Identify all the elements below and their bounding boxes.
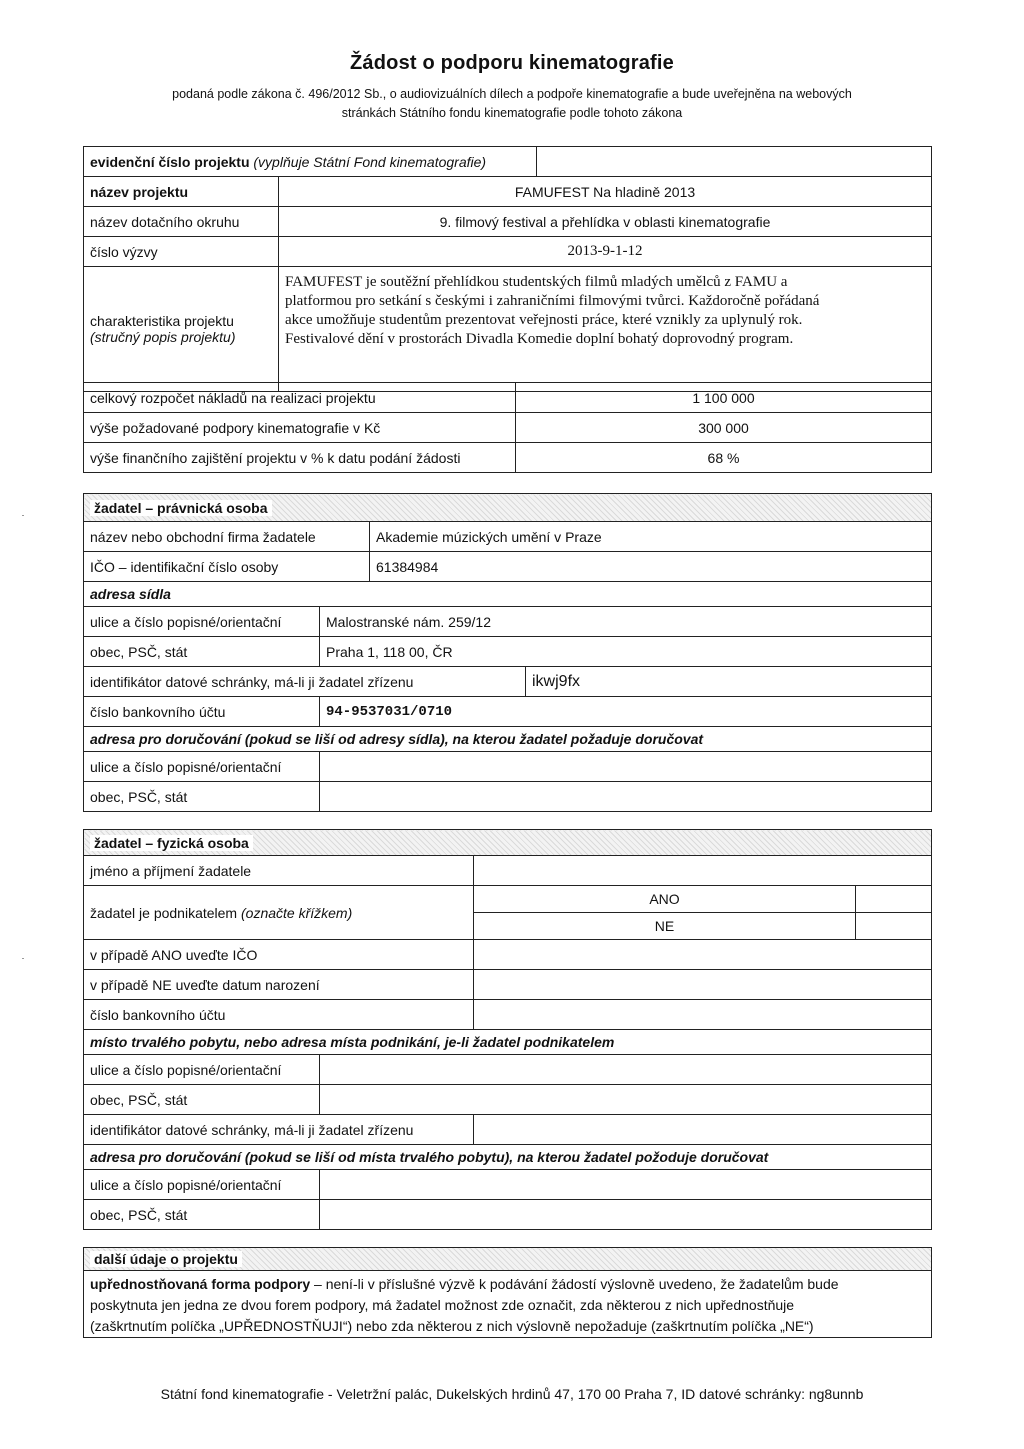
natural-person-table bbox=[83, 829, 932, 1230]
table-row bbox=[84, 697, 932, 727]
table-row bbox=[84, 637, 932, 667]
natural-delivery-street-value[interactable] bbox=[320, 1170, 932, 1200]
preferred-support-label: upřednostňovaná forma podpory bbox=[90, 1275, 311, 1292]
project-name-value[interactable]: FAMUFEST Na hladině 2013 bbox=[279, 177, 932, 207]
characteristics-line: platformou pro setkání s českými i zahraničními filmovými tvůrci. Každoročně pořádaná bbox=[285, 293, 820, 309]
table-row bbox=[84, 886, 932, 913]
table-row bbox=[84, 267, 932, 392]
entrepreneur-note: (označte křížkem) bbox=[241, 904, 353, 921]
table-row bbox=[84, 1000, 932, 1030]
table-row bbox=[84, 1170, 932, 1200]
call-value[interactable]: 2013-9-1-12 bbox=[279, 237, 932, 267]
table-row bbox=[84, 667, 932, 697]
table-row bbox=[84, 413, 932, 443]
characteristics-note: (stručný popis projektu) bbox=[90, 329, 236, 345]
other-section-title: další údaje o projektu bbox=[90, 1251, 242, 1267]
subtitle-line: podaná podle zákona č. 496/2012 Sb., o audiovizuálních dílech a podpoře kinematografie a bude uveřejněna na webových bbox=[172, 87, 852, 101]
evidence-value bbox=[537, 147, 932, 177]
natural-bank-value[interactable] bbox=[474, 1000, 932, 1030]
residence-header: místo trvalého pobytu, nebo adresa místa podnikání, je-li žadatel podnikatelem bbox=[84, 1030, 932, 1055]
residence-street-value[interactable] bbox=[320, 1055, 932, 1085]
legal-ico-label: IČO – identifikační číslo osoby bbox=[84, 552, 370, 582]
natural-databox-label: identifikátor datové schránky, má-li ji žadatel zřízenu bbox=[84, 1115, 474, 1145]
table-row bbox=[84, 856, 932, 886]
natural-ico-label: v případě ANO uveďte IČO bbox=[84, 940, 474, 970]
databox-label: identifikátor datové schránky, má-li ji žadatel zřízenu bbox=[84, 667, 526, 697]
legal-section-header bbox=[84, 494, 932, 522]
subtitle-line: stránkách Státního fondu kinematografie podle tohoto zákona bbox=[341, 106, 683, 120]
legal-person-table bbox=[83, 493, 932, 812]
seat-header: adresa sídla bbox=[84, 582, 932, 607]
table-row bbox=[84, 207, 932, 237]
entrepreneur-no-label: NE bbox=[474, 913, 856, 940]
scan-mark bbox=[22, 515, 24, 516]
coverage-label: výše finančního zajištění projektu v % k datu podání žádosti bbox=[84, 443, 516, 473]
natural-bank-label: číslo bankovního účtu bbox=[84, 1000, 474, 1030]
support-label: výše požadované podpory kinematografie v Kč bbox=[84, 413, 516, 443]
evidence-label: evidenční číslo projektu bbox=[90, 153, 250, 170]
entrepreneur-yes-label: ANO bbox=[474, 886, 856, 913]
coverage-value[interactable]: 68 % bbox=[516, 443, 932, 473]
seat-city-value[interactable]: Praha 1, 118 00, ČR bbox=[320, 637, 932, 667]
table-row bbox=[84, 782, 932, 812]
document-title: Žádost o podporu kinematografie bbox=[350, 52, 674, 74]
page-footer: Státní fond kinematografie - Veletržní palác, Dukelských hrdinů 47, 170 00 Praha 7, ID datové schránky: ng8unnb bbox=[160, 1386, 864, 1402]
characteristics-label-cell bbox=[84, 267, 279, 392]
table-row bbox=[84, 607, 932, 637]
legal-delivery-street-label: ulice a číslo popisné/orientační bbox=[84, 752, 320, 782]
table-row bbox=[84, 1030, 932, 1055]
circuit-label: název dotačního okruhu bbox=[84, 207, 279, 237]
table-row bbox=[84, 177, 932, 207]
natural-delivery-city-label: obec, PSČ, stát bbox=[84, 1200, 320, 1230]
natural-delivery-street-label: ulice a číslo popisné/orientační bbox=[84, 1170, 320, 1200]
legal-section-title: žadatel – právnická osoba bbox=[90, 500, 272, 516]
characteristics-line: akce umožňuje studentům prezentovat veřejnosti práce, které vznikly za uplynulý rok. bbox=[285, 312, 803, 328]
seat-street-value[interactable]: Malostranské nám. 259/12 bbox=[320, 607, 932, 637]
table-row bbox=[84, 1248, 932, 1271]
bank-value[interactable]: 94-9537031/0710 bbox=[320, 697, 932, 727]
table-row bbox=[84, 1085, 932, 1115]
natural-section-header bbox=[84, 830, 932, 856]
residence-city-label: obec, PSČ, stát bbox=[84, 1085, 320, 1115]
seat-street-label: ulice a číslo popisné/orientační bbox=[84, 607, 320, 637]
natural-ico-value[interactable] bbox=[474, 940, 932, 970]
table-row bbox=[84, 494, 932, 522]
budget-table bbox=[83, 382, 932, 473]
preferred-support-desc: – není-li v příslušné výzvě k podávání žádostí výslovně uvedeno, že žadatelům bude bbox=[310, 1275, 839, 1292]
other-section-header bbox=[84, 1248, 932, 1271]
legal-name-label: název nebo obchodní firma žadatele bbox=[84, 522, 370, 552]
table-row bbox=[84, 383, 932, 413]
characteristics-line: FAMUFEST je soutěžní přehlídkou studentských filmů mladých umělců z FAMU a bbox=[285, 274, 788, 290]
bank-label: číslo bankovního účtu bbox=[84, 697, 320, 727]
natural-delivery-city-value[interactable] bbox=[320, 1200, 932, 1230]
databox-value[interactable]: ikwj9fx bbox=[526, 667, 932, 697]
entrepreneur-yes-checkbox[interactable] bbox=[856, 886, 932, 913]
entrepreneur-label-cell bbox=[84, 886, 474, 940]
table-row bbox=[84, 443, 932, 473]
table-row bbox=[84, 1055, 932, 1085]
legal-delivery-city-value[interactable] bbox=[320, 782, 932, 812]
preferred-support-text bbox=[84, 1271, 932, 1338]
natural-name-value[interactable] bbox=[474, 856, 932, 886]
document-subtitle bbox=[100, 85, 924, 123]
preferred-support-line bbox=[90, 1274, 925, 1295]
legal-name-value[interactable]: Akademie múzických umění v Praze bbox=[370, 522, 932, 552]
characteristics-label: charakteristika projektu bbox=[90, 313, 234, 329]
natural-databox-value[interactable] bbox=[474, 1115, 932, 1145]
natural-name-label: jméno a příjmení žadatele bbox=[84, 856, 474, 886]
table-row bbox=[84, 1115, 932, 1145]
birth-date-value[interactable] bbox=[474, 970, 932, 1000]
other-info-table bbox=[83, 1247, 932, 1338]
table-row bbox=[84, 1200, 932, 1230]
circuit-value[interactable]: 9. filmový festival a přehlídka v oblasti kinematografie bbox=[279, 207, 932, 237]
table-row bbox=[84, 552, 932, 582]
total-budget-value[interactable]: 1 100 000 bbox=[516, 383, 932, 413]
legal-delivery-header: adresa pro doručování (pokud se liší od adresy sídla), na kterou žadatel požaduje doručovat bbox=[84, 727, 932, 752]
evidence-note: (vyplňuje Státní Fond kinematografie) bbox=[253, 153, 487, 170]
natural-section-title: žadatel – fyzická osoba bbox=[90, 835, 253, 851]
residence-city-value[interactable] bbox=[320, 1085, 932, 1115]
legal-delivery-city-label: obec, PSČ, stát bbox=[84, 782, 320, 812]
evidence-label-cell bbox=[84, 147, 537, 177]
legal-ico-value[interactable]: 61384984 bbox=[370, 552, 932, 582]
preferred-support-line: (zaškrtnutím políčka „UPŘEDNOSTŇUJI“) nebo zda některou z nich výslovně nepožaduje (zaškrtnutím políčka „NE“) bbox=[90, 1317, 814, 1334]
residence-street-label: ulice a číslo popisné/orientační bbox=[84, 1055, 320, 1085]
total-budget-label: celkový rozpočet nákladů na realizaci projektu bbox=[84, 383, 516, 413]
scan-mark bbox=[22, 958, 24, 959]
table-row bbox=[84, 237, 932, 267]
table-row bbox=[84, 522, 932, 552]
table-row bbox=[84, 940, 932, 970]
characteristics-value[interactable] bbox=[279, 267, 932, 392]
entrepreneur-label: žadatel je podnikatelem bbox=[90, 904, 238, 921]
table-row bbox=[84, 830, 932, 856]
characteristics-line: Festivalové dění v prostorách Divadla Komedie doplní bohatý doprovodný program. bbox=[285, 331, 794, 347]
seat-city-label: obec, PSČ, stát bbox=[84, 637, 320, 667]
support-value[interactable]: 300 000 bbox=[516, 413, 932, 443]
table-row bbox=[84, 1271, 932, 1338]
table-row bbox=[84, 582, 932, 607]
project-table bbox=[83, 146, 932, 392]
table-row bbox=[84, 1145, 932, 1170]
call-label: číslo výzvy bbox=[84, 237, 279, 267]
table-row bbox=[84, 752, 932, 782]
table-row bbox=[84, 727, 932, 752]
entrepreneur-no-checkbox[interactable] bbox=[856, 913, 932, 940]
birth-date-label: v případě NE uveďte datum narození bbox=[84, 970, 474, 1000]
project-name-label: název projektu bbox=[84, 177, 279, 207]
natural-delivery-header: adresa pro doručování (pokud se liší od místa trvalého pobytu), na kterou žadatel požoduje doručovat bbox=[84, 1145, 932, 1170]
legal-delivery-street-value[interactable] bbox=[320, 752, 932, 782]
table-row bbox=[84, 970, 932, 1000]
table-row bbox=[84, 147, 932, 177]
preferred-support-line: poskytnuta jen jedna ze dvou forem podpory, má žadatel možnost zde označit, zda některou z nich upřednostňuje bbox=[90, 1296, 795, 1313]
